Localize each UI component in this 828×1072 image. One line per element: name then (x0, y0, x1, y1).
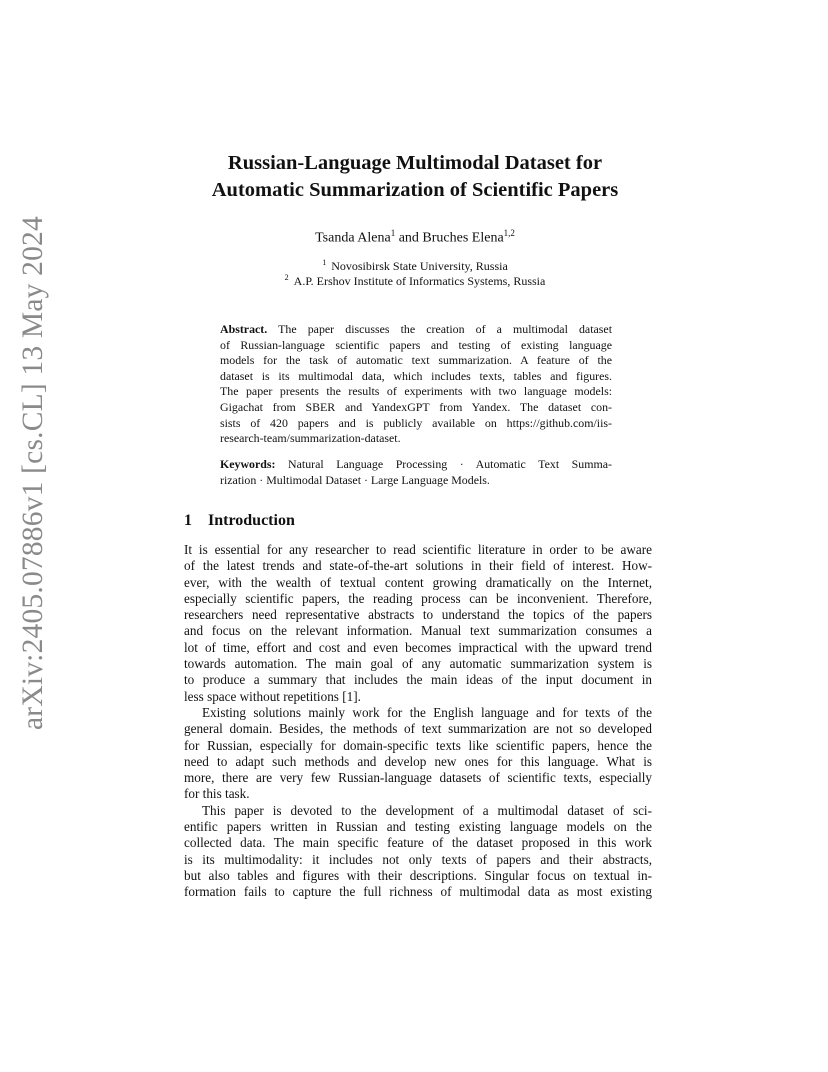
body-line: lot of time, effort and cost and even becomes impractical with the upward trend (184, 639, 652, 655)
keywords-label: Keywords: (220, 457, 276, 471)
body-line: is its multimodality: it includes not only texts of papers and their abstracts, (184, 851, 652, 867)
title-line: Automatic Summarization of Scientific Papers (211, 179, 619, 201)
affiliation-mark: 2 (284, 273, 289, 282)
body-text (184, 542, 652, 901)
body-line: of the latest trends and state-of-the-art solutions in their field of interest. How- (184, 558, 652, 574)
author-conjunction: and (395, 230, 423, 246)
body-line: for this task. (184, 786, 250, 802)
author-affiliation-mark: 1 (390, 228, 396, 238)
abstract-line: models for the task of automatic text summarization. A feature of the (220, 353, 612, 368)
body-line: towards automation. The main goal of any automatic summarization system is (184, 656, 652, 672)
body-line: ever, with the wealth of textual content growing dramatically on the Internet, (184, 574, 652, 590)
abstract-line: sists of 420 papers and is publicly available on https://github.com/iis- (220, 415, 612, 430)
keywords-text: Natural Language Processing · Automatic Text Summa- (288, 457, 612, 471)
body-line: for Russian, especially for domain-specific texts like scientific papers, hence the (184, 737, 652, 753)
keywords (220, 457, 612, 488)
title-line: Russian-Language Multimodal Dataset for (227, 152, 603, 174)
body-line: It is essential for any researcher to read scientific literature in order to be aware (184, 542, 652, 557)
abstract (220, 322, 612, 447)
arxiv-identifier: arXiv:2405.07886v1 [cs.CL] 13 May 2024 (17, 216, 49, 730)
body-line: less space without repetitions [1]. (184, 688, 361, 704)
body-line: Existing solutions mainly work for the English language and for texts of the (202, 704, 652, 720)
keywords-line (220, 457, 612, 473)
section-heading (184, 512, 295, 530)
abstract-text: The paper discusses the creation of a multimodal dataset (278, 322, 612, 336)
author-name: Bruches Elena (422, 230, 504, 246)
abstract-line: research-team/summarization-dataset. (220, 431, 401, 446)
abstract-line: The paper presents the results of experiments with two language models: (220, 384, 612, 399)
body-line: to produce a summary that includes the main ideas of the input document in (184, 672, 652, 688)
body-line: need to adapt such methods and develop new ones for this language. What is (184, 753, 652, 769)
body-line: especially scientific papers, the reading process can be inconvenient. Therefore, (184, 590, 652, 606)
affiliation (150, 258, 680, 274)
body-line: formation fails to capture the full richness of multimodal data as most existing (184, 884, 652, 900)
author-list (150, 228, 680, 247)
body-line: and focus on the relevant information. Manual text summarization consumes a (184, 623, 652, 639)
abstract-line: of Russian-language scientific papers and testing of existing language (220, 337, 612, 352)
author-name: Tsanda Alena (315, 230, 391, 246)
affiliation-text: Novosibirsk State University, Russia (331, 259, 508, 273)
keywords-line: rization · Multimodal Dataset · Large Language Models. (220, 472, 490, 487)
affiliation-mark: 1 (322, 258, 327, 267)
abstract-line (220, 322, 612, 338)
abstract-line: dataset is its multimodal data, which includes texts, tables and figures. (220, 368, 612, 383)
body-line: but also tables and figures with their descriptions. Singular focus on textual in- (184, 867, 652, 883)
body-line: more, there are very few Russian-language datasets of scientific texts, especially (184, 770, 652, 786)
body-line: general domain. Besides, the methods of text summarization are not so developed (184, 721, 652, 737)
body-line: entific papers written in Russian and testing existing language models on the (184, 819, 652, 835)
affiliation-text: A.P. Ershov Institute of Informatics Systems, Russia (293, 274, 546, 288)
body-line: collected data. The main specific feature of the dataset proposed in this work (184, 835, 652, 851)
paper-title (150, 150, 680, 204)
section-number: 1 (184, 512, 192, 529)
section-title: Introduction (208, 512, 295, 529)
abstract-label: Abstract. (220, 322, 268, 336)
author-affiliation-mark: 1,2 (503, 228, 515, 238)
body-line: researchers need representative abstracts to understand the topics of the papers (184, 607, 652, 623)
affiliation (150, 273, 680, 289)
abstract-line: Gigachat from SBER and YandexGPT from Yandex. The dataset con- (220, 399, 612, 414)
body-line: This paper is devoted to the development of a multimodal dataset of sci- (202, 802, 652, 818)
